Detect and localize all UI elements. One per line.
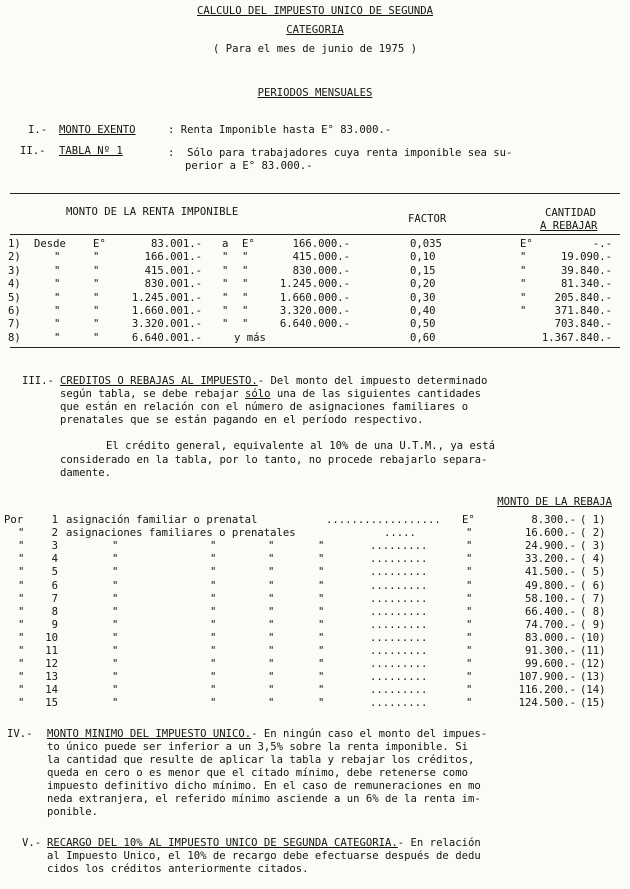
item2-text-line1: : Sólo para trabajadores cuya renta imponible sea su- [168,147,513,159]
tax-row-from: 830.001.- [144,278,202,291]
rebate-row-ditto: " [18,553,25,566]
rebate-row-dots: ......... [370,540,428,553]
rebate-row-dots: ......... [370,684,428,697]
item4-line1-text: - En ningún caso el monto del impues- [251,728,488,740]
item2-text-line2: perior a E° 83.000.- [185,160,313,172]
rebate-row-dots: ......... [370,618,428,631]
rebate-row-amount: 41.500.- [524,566,576,579]
rebate-row-ref: ( 2) [580,527,606,540]
tax-row-from: 415.001.- [144,264,202,277]
tax-row-to: 1.660.000.- [279,291,350,304]
rebate-row-count: 11 [45,645,58,657]
item1-number: I.- [28,124,48,136]
item2-label: TABLA Nº 1 [59,145,123,157]
item3-line2-a: según tabla, se debe rebajar [60,388,245,400]
rebate-row-ditto: " [318,631,325,644]
rebate-row-amount: 16.600.- [524,527,576,540]
item5-line1 [47,838,481,849]
rebate-row-ditto: " [18,592,25,605]
tax-row-ditto: " [54,291,61,304]
rebate-row-dots: ..... [384,527,416,540]
item3-line3: que están en relación con el número de asignaciones familiares o [60,401,469,413]
item1-text: : Renta Imponible hasta E° 83.000.- [168,124,392,136]
rebate-row-ditto: " [318,671,325,684]
rebate-row-ditto: " [268,540,275,553]
item3-line2-c: una de las siguientes cantidades [270,388,481,400]
tax-row-ditto: " [54,278,61,291]
tax-row-currency2: " [242,264,249,277]
tax-row-factor: 0,50 [410,318,436,331]
rebate-row-ditto: " [466,697,473,710]
rebate-row-ref: (13) [580,671,606,684]
item1-label: MONTO EXENTO [59,124,136,136]
tax-row-factor: 0,30 [410,291,436,304]
rebate-header: MONTO DE LA REBAJA [497,496,612,508]
rebate-row-ditto: " [268,684,275,697]
rebate-row-ref: ( 6) [580,579,606,592]
rebate-row-count: 7 [51,592,58,605]
rebate-row-dots: ......... [370,671,428,684]
item4-label: MONTO MINIMO DEL IMPUESTO UNICO. [47,728,252,740]
rebate-row-ditto: " [318,592,325,605]
rebate-row-ref: (11) [580,645,606,657]
tax-row-ditto: " [54,331,61,344]
tax-row-factor: 0,20 [410,278,436,291]
rebate-row-ditto: " [18,645,25,657]
tax-row-factor: 0,15 [410,264,436,277]
tax-row-currency: " [93,251,100,264]
rebate-row-ditto: " [318,684,325,697]
tax-row-currency: E° [93,238,106,250]
table-header-amount-line1: CANTIDAD [545,207,597,219]
rebate-row-amount: 116.200.- [518,684,576,697]
rebate-row-ditto: " [268,697,275,710]
tax-row-to-word: " [222,251,229,264]
item5-line2: al Impuesto Unico, el 10% de recargo debe efectuarse después de dedu [47,850,481,862]
tax-row-amount: 703.840.- [554,318,612,331]
rebate-row-ditto: " [210,605,217,618]
item4-line6: neda extranjera, el referido mínimo asciende a un 6% de la renta im- [47,793,481,805]
item3-para2-line1: El crédito general, equivalente al 10% de una U.T.M., ya está [106,440,496,452]
rebate-row-ditto: " [112,540,119,553]
rebate-row-amount: 99.600.- [524,658,576,671]
rebate-row-ditto: " [466,592,473,605]
rebate-row-ditto: " [210,618,217,631]
tax-row-to-word: " [222,318,229,331]
rebate-row-ditto: " [466,658,473,671]
rebate-row-count: 10 [45,631,58,644]
rebate-row-ditto: " [318,697,325,710]
rebate-row-ditto: " [318,540,325,553]
item2-number: II.- [20,145,46,157]
rebate-row-ditto: " [210,697,217,710]
tax-row-number: 2) [8,251,21,264]
tax-row-currency3: " [520,251,527,264]
rebate-row-ditto: " [466,684,473,697]
document-subtitle: CATEGORIA [286,24,344,36]
rebate-row-ditto: " [210,631,217,644]
rebate-row-ref: ( 3) [580,540,606,553]
tax-row-amount: 19.090.- [560,251,612,264]
tax-row-factor: 0,40 [410,305,436,317]
rebate-row-ditto: " [466,645,473,657]
item4-line5: impuesto definitivo dicho mínimo. En el caso de remuneraciones en mo [47,780,481,792]
item5-number: V.- [22,837,42,849]
tax-row-currency: " [93,264,100,277]
tax-row-currency2: " [242,291,249,304]
tax-row-to-word: " [222,291,229,304]
rebate-row-dots: .................. [326,514,441,526]
item3-para2-line2: considerado en la tabla, por lo tanto, no procede rebajarlo separa- [60,454,488,466]
rebate-row-ref: (14) [580,684,606,697]
tax-row-to: 415.000.- [292,251,350,264]
rebate-row-count: 2 [51,527,58,540]
rebate-row-count: 14 [45,684,58,697]
rebate-row-ditto: " [18,540,25,553]
tax-row-factor: 0,035 [410,238,442,250]
tax-row-currency2: " [242,251,249,264]
table-header-amount-line2: A REBAJAR [540,220,598,232]
item3-line1 [60,376,487,387]
item4-line2: to único puede ser inferior a un 3,5% sobre la renta imponible. Si [47,741,468,753]
rebate-row-dots: ......... [370,605,428,618]
item3-label: CREDITOS O REBAJAS AL IMPUESTO. [60,375,258,387]
rebate-row-ditto: " [18,684,25,697]
rebate-row-ditto: " [18,579,25,592]
rebate-row-ditto: " [112,631,119,644]
tax-row-to: y más [234,331,266,344]
document-period: ( Para el mes de junio de 1975 ) [212,43,418,55]
item4-line4: queda en cero o es menor que el citado mínimo, debe retenerse como [47,767,468,779]
rebate-row-ditto: " [210,658,217,671]
rebate-row-count: 15 [45,697,58,710]
rebate-row-ditto: " [466,671,473,684]
tax-row-amount: 1.367.840.- [541,331,612,344]
rebate-row-ditto: " [210,592,217,605]
rebate-row-ref: (10) [580,631,606,644]
rebate-row-count: 9 [51,618,58,631]
rebate-row-ditto: " [268,566,275,579]
tax-row-amount: 371.840.- [554,305,612,317]
rebate-row-ditto: " [112,592,119,605]
rebate-row-amount: 107.900.- [518,671,576,684]
tax-row-factor: 0,10 [410,251,436,264]
rebate-row-amount: 49.800.- [524,579,576,592]
rebate-row-ditto: " [268,553,275,566]
rebate-row-ditto: " [466,527,473,540]
rebate-row-ditto: " [18,658,25,671]
rebate-row-ditto: " [112,605,119,618]
tax-row-currency2: E° [242,238,255,250]
rebate-row-dots: ......... [370,631,428,644]
rebate-row-count: 5 [51,566,58,579]
rebate-row-ditto: " [268,671,275,684]
tax-row-number: 8) [8,331,21,344]
tax-row-from: 3.320.001.- [131,318,202,331]
rebate-row-count: 12 [45,658,58,671]
tax-row-currency3: " [520,264,527,277]
table-bottom-rule [10,347,620,348]
rebate-row-ditto: " [112,618,119,631]
item4-line1 [47,729,487,740]
rebate-row-ditto: " [318,553,325,566]
rebate-row-ditto: " [112,566,119,579]
rebate-row-ditto: " [466,566,473,579]
rebate-row-ditto: " [210,645,217,657]
item3-line2-emphasis: sólo [244,388,271,400]
tax-row-number: 3) [8,264,21,277]
rebate-row-ditto: " [466,605,473,618]
tax-row-from: 83.001.- [150,238,202,250]
rebate-row-text: asignación familiar o prenatal [66,514,258,526]
table-top-rule [10,193,620,194]
rebate-row-ditto: " [268,605,275,618]
rebate-row-ditto: " [210,579,217,592]
tax-row-from: 166.001.- [144,251,202,264]
rebate-row-ditto: " [210,671,217,684]
tax-row-amount: 81.340.- [560,278,612,291]
rebate-row-currency: E° [462,514,475,526]
tax-row-currency: " [93,318,100,331]
tax-row-to: 166.000.- [292,238,350,250]
tax-row-currency3: " [520,291,527,304]
rebate-row-ditto: " [466,553,473,566]
rebate-row-count: 1 [51,514,58,526]
rebate-row-ditto: " [18,697,25,710]
rebate-row-ditto: " [318,579,325,592]
rebate-row-dots: ......... [370,645,428,657]
tax-row-currency: " [93,331,100,344]
rebate-row-ditto: " [268,645,275,657]
rebate-row-ditto: " [112,645,119,657]
rebate-row-ditto: " [18,671,25,684]
rebate-row-ditto: " [210,684,217,697]
tax-row-number: 6) [8,305,21,317]
rebate-row-ditto: " [18,605,25,618]
document-title: CALCULO DEL IMPUESTO UNICO DE SEGUNDA [197,5,433,17]
rebate-row-ditto: " [112,684,119,697]
tax-row-currency3: E° [520,238,533,250]
rebate-row-ditto: " [466,540,473,553]
rebate-row-ref: ( 4) [580,553,606,566]
rebate-row-amount: 124.500.- [518,697,576,710]
rebate-row-ditto: " [18,618,25,631]
rebate-row-ditto: " [18,566,25,579]
rebate-row-dots: ......... [370,579,428,592]
item3-line1-text: - Del monto del impuesto determinado [257,375,488,387]
tax-row-number: 4) [8,278,21,291]
rebate-row-text: asignaciones familiares o prenatales [66,527,296,540]
tax-row-currency2: " [242,318,249,331]
rebate-row-ref: ( 7) [580,592,606,605]
section-heading: PERIODOS MENSUALES [257,87,373,99]
rebate-row-ditto: " [210,553,217,566]
tax-row-currency: " [93,305,100,317]
tax-row-amount: 205.840.- [554,291,612,304]
tax-row-currency: " [93,278,100,291]
rebate-row-ditto: " [318,658,325,671]
rebate-row-count: 4 [51,553,58,566]
tax-row-amount: 39.840.- [560,264,612,277]
rebate-row-amount: 83.000.- [524,631,576,644]
tax-row-number: 5) [8,291,21,304]
rebate-row-ref: ( 5) [580,566,606,579]
rebate-row-dots: ......... [370,658,428,671]
item3-para2-line3: damente. [60,467,112,479]
rebate-row-dots: ......... [370,553,428,566]
rebate-row-ditto: " [318,645,325,657]
rebate-row-amount: 33.200.- [524,553,576,566]
tax-row-from: 1.245.001.- [131,291,202,304]
rebate-row-count: 6 [51,579,58,592]
rebate-row-ditto: " [18,631,25,644]
rebate-row-dots: ......... [370,697,428,710]
tax-row-to: 1.245.000.- [279,278,350,291]
rebate-row-amount: 91.300.- [524,645,576,657]
tax-row-number: 1) [8,238,21,250]
rebate-row-ditto: " [318,618,325,631]
tax-row-currency: " [93,291,100,304]
tax-row-ditto: " [54,251,61,264]
tax-row-currency2: " [242,278,249,291]
tax-row-ditto: " [54,305,61,317]
tax-row-ditto: " [54,318,61,331]
rebate-row-ref: ( 8) [580,605,606,618]
rebate-row-amount: 74.700.- [524,618,576,631]
rebate-row-ditto: " [268,579,275,592]
rebate-row-ditto: " [210,566,217,579]
rebate-row-ditto: " [318,605,325,618]
rebate-row-count: 8 [51,605,58,618]
tax-row-currency2: " [242,305,249,317]
item5-line1-text: - En relación [397,837,481,849]
tax-row-currency3: " [520,305,527,317]
item3-line4: prenatales que se están pagando en el período respectivo. [60,414,424,426]
item3-number: III.- [22,375,54,387]
tax-row-number: 7) [8,318,21,331]
rebate-row-amount: 8.300.- [531,514,576,526]
tax-row-to-word: " [222,264,229,277]
rebate-row-ditto: " [466,618,473,631]
item3-line2 [60,389,481,400]
rebate-row-por: Por [4,514,24,526]
rebate-row-ref: (12) [580,658,606,671]
rebate-row-ditto: " [112,697,119,710]
rebate-row-ditto: " [466,579,473,592]
item5-line3: cidos los créditos anteriormente citados. [47,863,309,875]
rebate-row-ditto: " [268,658,275,671]
tax-row-to: 3.320.000.- [279,305,350,317]
table-header-income: MONTO DE LA RENTA IMPONIBLE [66,206,239,218]
tax-row-from: 1.660.001.- [131,305,202,317]
rebate-row-dots: ......... [370,566,428,579]
tax-row-to-word: a [222,238,229,250]
item4-line3: la cantidad que resulte de aplicar la tabla y rebajar los créditos, [47,754,475,766]
tax-row-to-word: " [222,278,229,291]
rebate-row-ditto: " [112,671,119,684]
tax-row-to: 6.640.000.- [279,318,350,331]
tax-row-ditto: " [54,264,61,277]
rebate-row-ref: (15) [580,697,606,710]
rebate-row-amount: 66.400.- [524,605,576,618]
tax-row-to: 830.000.- [292,264,350,277]
rebate-row-amount: 58.100.- [524,592,576,605]
rebate-row-ditto: " [268,631,275,644]
rebate-row-ditto: " [466,631,473,644]
rebate-row-ditto: " [210,540,217,553]
rebate-row-ditto: " [112,579,119,592]
rebate-row-ditto: " [268,618,275,631]
tax-row-to-word: " [222,305,229,317]
tax-row-desde: Desde [34,238,66,250]
rebate-row-ref: ( 9) [580,618,606,631]
rebate-row-ditto: " [318,566,325,579]
tax-row-from: 6.640.001.- [131,331,202,344]
rebate-row-ditto: " [18,527,25,540]
tax-row-currency3: " [520,278,527,291]
rebate-row-ditto: " [112,658,119,671]
tax-row-amount: -.- [592,238,612,250]
rebate-row-count: 3 [51,540,58,553]
rebate-row-dots: ......... [370,592,428,605]
rebate-row-amount: 24.900.- [524,540,576,553]
item4-line7: ponible. [47,806,99,818]
rebate-row-ditto: " [268,592,275,605]
table-header-factor: FACTOR [408,213,447,225]
rebate-row-ditto: " [112,553,119,566]
item4-number: IV.- [7,728,33,740]
rebate-row-count: 13 [45,671,58,684]
rebate-row-ref: ( 1) [580,514,606,526]
table-header-rule [10,234,620,235]
tax-row-factor: 0,60 [410,331,436,344]
item5-label: RECARGO DEL 10% AL IMPUESTO UNICO DE SEGUNDA CATEGORIA. [47,837,398,849]
